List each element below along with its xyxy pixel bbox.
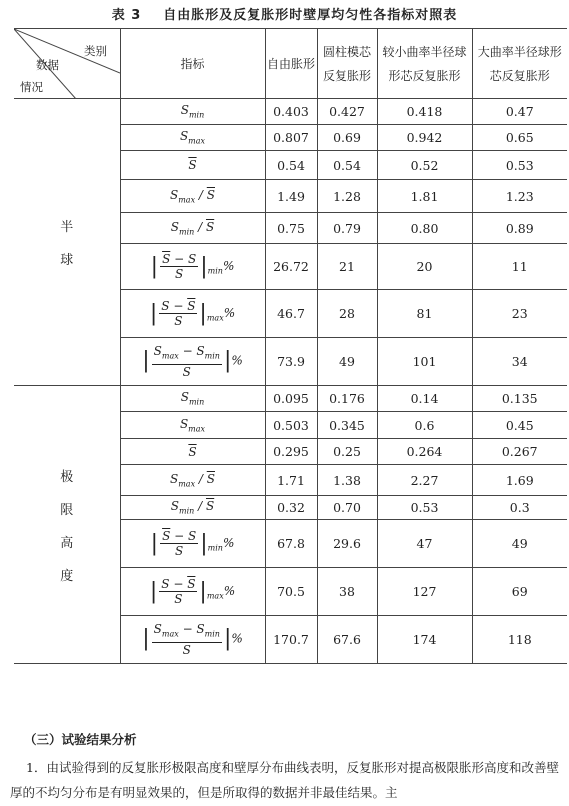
value-cell-large-radius-core: 1.23: [472, 180, 567, 213]
group-label-char: 限: [60, 502, 74, 518]
value-cell-small-radius-core: 127: [377, 568, 472, 616]
group-label: [14, 386, 120, 664]
value-cell-free-bulging: 0.807: [265, 125, 317, 151]
indicator-cell: $S_{min} / \overline{S}$: [120, 496, 265, 520]
value-cell-large-radius-core: 118: [472, 616, 567, 664]
value-cell-large-radius-core: 0.47: [472, 99, 567, 125]
value-cell-cylinder-core: 1.28: [317, 180, 377, 213]
value-cell-cylinder-core: 67.6: [317, 616, 377, 664]
value-cell-cylinder-core: 0.427: [317, 99, 377, 125]
table-row: [14, 99, 567, 125]
value-cell-cylinder-core: 0.79: [317, 213, 377, 244]
value-cell-large-radius-core: 0.267: [472, 439, 567, 465]
value-cell-free-bulging: 1.49: [265, 180, 317, 213]
value-cell-large-radius-core: 49: [472, 520, 567, 568]
value-cell-large-radius-core: 34: [472, 338, 567, 386]
value-cell-free-bulging: 1.71: [265, 465, 317, 496]
header-large-radius-core: 大曲率半径球形芯反复胀形: [472, 29, 567, 99]
indicator-cell: | $\frac{\overline{S} - S}{S}$ $|_{min}\%$: [120, 520, 265, 568]
header-situation: 情况: [20, 80, 43, 94]
indicator-cell: $S_{max}$: [120, 412, 265, 439]
value-cell-small-radius-core: 1.81: [377, 180, 472, 213]
value-cell-large-radius-core: 0.89: [472, 213, 567, 244]
value-cell-small-radius-core: 101: [377, 338, 472, 386]
indicator-cell: $S_{min} / \overline{S}$: [120, 213, 265, 244]
table-title: 自由胀形及反复胀形时壁厚均匀性各指标对照表: [163, 8, 458, 23]
value-cell-cylinder-core: 0.25: [317, 439, 377, 465]
header-small-radius-core: 较小曲率半径球形芯反复胀形: [377, 29, 472, 99]
value-cell-large-radius-core: 1.69: [472, 465, 567, 496]
indicator-cell: $\overline{S}$: [120, 439, 265, 465]
value-cell-free-bulging: 170.7: [265, 616, 317, 664]
value-cell-small-radius-core: 0.942: [377, 125, 472, 151]
indicator-cell: | $\frac{S_{max} - S_{min}}{S}$ |%: [120, 338, 265, 386]
header-indicator: 指标: [120, 29, 265, 99]
value-cell-free-bulging: 0.095: [265, 386, 317, 412]
value-cell-cylinder-core: 0.176: [317, 386, 377, 412]
indicator-cell: $\overline{S}$: [120, 151, 265, 180]
value-cell-free-bulging: 0.503: [265, 412, 317, 439]
value-cell-large-radius-core: 0.65: [472, 125, 567, 151]
value-cell-small-radius-core: 47: [377, 520, 472, 568]
value-cell-small-radius-core: 0.80: [377, 213, 472, 244]
value-cell-small-radius-core: 174: [377, 616, 472, 664]
comparison-table: [14, 28, 567, 664]
group-label-char: 高: [60, 535, 74, 551]
value-cell-cylinder-core: 0.345: [317, 412, 377, 439]
table-row: [14, 386, 567, 412]
value-cell-large-radius-core: 11: [472, 244, 567, 290]
indicator-cell: $S_{min}$: [120, 386, 265, 412]
indicator-cell: | $\frac{\overline{S} - S}{S}$ $|_{min}\%$: [120, 244, 265, 290]
indicator-cell: $S_{max} / \overline{S}$: [120, 465, 265, 496]
group-label-char: 半: [60, 220, 74, 235]
value-cell-large-radius-core: 0.45: [472, 412, 567, 439]
value-cell-cylinder-core: 0.54: [317, 151, 377, 180]
value-cell-small-radius-core: 81: [377, 290, 472, 338]
value-cell-large-radius-core: 23: [472, 290, 567, 338]
table-number: 表 3: [111, 8, 142, 23]
value-cell-large-radius-core: 0.3: [472, 496, 567, 520]
value-cell-small-radius-core: 0.6: [377, 412, 472, 439]
value-cell-cylinder-core: 1.38: [317, 465, 377, 496]
value-cell-large-radius-core: 0.135: [472, 386, 567, 412]
group-label-char: 极: [60, 469, 74, 485]
group-label: [14, 99, 120, 386]
value-cell-cylinder-core: 38: [317, 568, 377, 616]
group-label-char: 度: [60, 568, 74, 584]
value-cell-cylinder-core: 0.69: [317, 125, 377, 151]
header-free-bulging: 自由胀形: [265, 29, 317, 99]
indicator-cell: | $\frac{S - \overline{S}}{S}$ $|_{max}\%$: [120, 568, 265, 616]
table-caption: [0, 4, 569, 23]
value-cell-cylinder-core: 21: [317, 244, 377, 290]
header-cylinder-core: 圆柱模芯反复胀形: [317, 29, 377, 99]
analysis-paragraph: 1．由试验得到的反复胀形极限高度和壁厚分布曲线表明，反复胀形对提高极限胀形高度和改善壁厚的不均匀分布是有明显效果的，但是所取得的数据并非最佳结果。主: [10, 760, 559, 800]
header-category: 类别: [84, 44, 107, 58]
value-cell-free-bulging: 26.72: [265, 244, 317, 290]
indicator-cell: | $\frac{S - \overline{S}}{S}$ $|_{max}\%$: [120, 290, 265, 338]
value-cell-free-bulging: 67.8: [265, 520, 317, 568]
value-cell-free-bulging: 73.9: [265, 338, 317, 386]
value-cell-free-bulging: 0.403: [265, 99, 317, 125]
value-cell-small-radius-core: 0.52: [377, 151, 472, 180]
value-cell-free-bulging: 0.32: [265, 496, 317, 520]
section-title: （三）试验结果分析: [24, 732, 137, 747]
diagonal-header: [14, 29, 120, 99]
value-cell-small-radius-core: 0.418: [377, 99, 472, 125]
indicator-cell: $S_{max} / \overline{S}$: [120, 180, 265, 213]
value-cell-free-bulging: 0.75: [265, 213, 317, 244]
value-cell-free-bulging: 0.295: [265, 439, 317, 465]
group-label-char: 球: [60, 253, 74, 268]
value-cell-small-radius-core: 0.14: [377, 386, 472, 412]
header-data: 数据: [36, 58, 59, 72]
value-cell-free-bulging: 46.7: [265, 290, 317, 338]
value-cell-small-radius-core: 0.53: [377, 496, 472, 520]
value-cell-cylinder-core: 0.70: [317, 496, 377, 520]
value-cell-cylinder-core: 49: [317, 338, 377, 386]
value-cell-small-radius-core: 20: [377, 244, 472, 290]
value-cell-large-radius-core: 69: [472, 568, 567, 616]
indicator-cell: $S_{min}$: [120, 99, 265, 125]
value-cell-cylinder-core: 29.6: [317, 520, 377, 568]
value-cell-free-bulging: 70.5: [265, 568, 317, 616]
value-cell-large-radius-core: 0.53: [472, 151, 567, 180]
value-cell-small-radius-core: 0.264: [377, 439, 472, 465]
indicator-cell: $S_{max}$: [120, 125, 265, 151]
value-cell-cylinder-core: 28: [317, 290, 377, 338]
indicator-cell: | $\frac{S_{max} - S_{min}}{S}$ |%: [120, 616, 265, 664]
value-cell-small-radius-core: 2.27: [377, 465, 472, 496]
value-cell-free-bulging: 0.54: [265, 151, 317, 180]
